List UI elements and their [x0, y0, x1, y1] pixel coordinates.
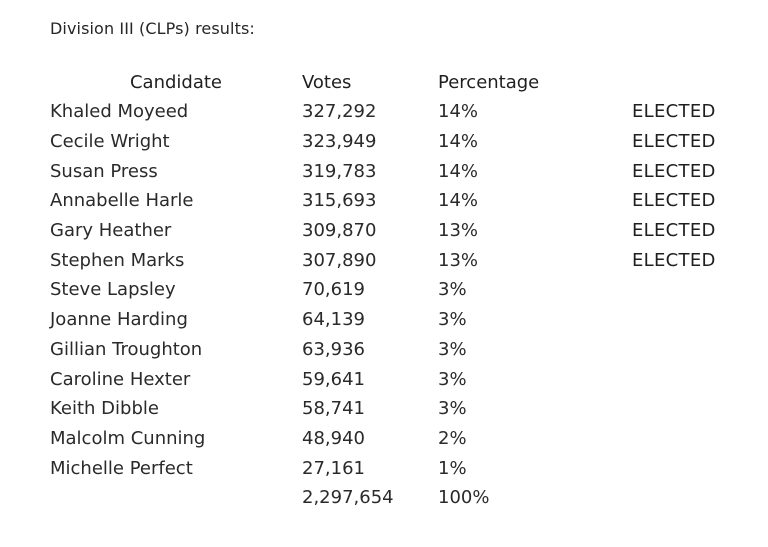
- total-percentage: 100%: [438, 487, 490, 509]
- candidate-status: [632, 305, 732, 335]
- candidate-percentage: 3%: [438, 279, 467, 301]
- candidate-status: ELECTED: [632, 131, 716, 153]
- candidate-votes: 58,741: [302, 398, 365, 420]
- candidate-votes: 48,940: [302, 427, 365, 449]
- total-votes: 2,297,654: [302, 487, 394, 509]
- candidate-name: Cecile Wright: [50, 131, 170, 153]
- results-table: [50, 68, 732, 513]
- table-row: [50, 216, 732, 246]
- candidate-votes: 319,783: [302, 160, 377, 182]
- candidate-name: Michelle Perfect: [50, 457, 193, 479]
- candidate-name: Malcolm Cunning: [50, 427, 206, 449]
- candidate-status: [632, 424, 732, 454]
- candidate-percentage: 2%: [438, 427, 467, 449]
- candidate-status: ELECTED: [632, 190, 716, 212]
- candidate-status: ELECTED: [632, 249, 716, 271]
- candidate-percentage: 14%: [438, 160, 479, 182]
- candidate-status: [632, 335, 732, 365]
- candidate-status: ELECTED: [632, 220, 716, 242]
- candidate-status: [632, 453, 732, 483]
- candidate-percentage: 13%: [438, 249, 479, 271]
- total-status: [632, 483, 732, 513]
- candidate-votes: 307,890: [302, 249, 377, 271]
- candidate-name: Gillian Troughton: [50, 338, 203, 360]
- column-header-status: [632, 68, 732, 97]
- candidate-status: ELECTED: [632, 101, 716, 123]
- candidate-name: Susan Press: [50, 160, 158, 182]
- candidate-votes: 64,139: [302, 309, 365, 331]
- candidate-name: Annabelle Harle: [50, 190, 194, 212]
- candidate-status: ELECTED: [632, 160, 716, 182]
- total-label: [50, 483, 302, 513]
- candidate-percentage: 3%: [438, 309, 467, 331]
- table-row: [50, 394, 732, 424]
- table-row: [50, 424, 732, 454]
- candidate-status: [632, 394, 732, 424]
- table-row: [50, 453, 732, 483]
- candidate-name: Stephen Marks: [50, 249, 185, 271]
- candidate-percentage: 14%: [438, 101, 479, 123]
- column-header-candidate: Candidate: [129, 72, 223, 93]
- candidate-name: Caroline Hexter: [50, 368, 191, 390]
- candidate-votes: 27,161: [302, 457, 365, 479]
- candidate-name: Steve Lapsley: [50, 279, 176, 301]
- candidate-name: Keith Dibble: [50, 398, 159, 420]
- table-row: [50, 305, 732, 335]
- candidate-percentage: 3%: [438, 398, 467, 420]
- table-row: [50, 275, 732, 305]
- candidate-percentage: 14%: [438, 190, 479, 212]
- candidate-status: [632, 364, 732, 394]
- column-header-percentage: Percentage: [438, 72, 540, 93]
- candidate-percentage: 3%: [438, 368, 467, 390]
- table-row: [50, 156, 732, 186]
- total-row: [50, 483, 732, 513]
- candidate-name: Khaled Moyeed: [50, 101, 189, 123]
- page-heading: Division III (CLPs) results:: [50, 19, 255, 38]
- candidate-name: Gary Heather: [50, 220, 172, 242]
- candidate-votes: 323,949: [302, 131, 377, 153]
- table-body: [50, 97, 732, 513]
- candidate-votes: 327,292: [302, 101, 377, 123]
- table-header: [50, 68, 732, 97]
- table-row: [50, 245, 732, 275]
- candidate-votes: 70,619: [302, 279, 365, 301]
- column-header-votes: Votes: [302, 72, 352, 93]
- table-row: [50, 186, 732, 216]
- candidate-votes: 309,870: [302, 220, 377, 242]
- table-row: [50, 127, 732, 157]
- candidate-percentage: 13%: [438, 220, 479, 242]
- table-row: [50, 335, 732, 365]
- candidate-percentage: 3%: [438, 338, 467, 360]
- header-row: [50, 68, 732, 97]
- candidate-votes: 63,936: [302, 338, 365, 360]
- candidate-votes: 59,641: [302, 368, 365, 390]
- candidate-name: Joanne Harding: [50, 309, 188, 331]
- candidate-percentage: 14%: [438, 131, 479, 153]
- table-row: [50, 97, 732, 127]
- candidate-percentage: 1%: [438, 457, 467, 479]
- candidate-status: [632, 275, 732, 305]
- table-row: [50, 364, 732, 394]
- candidate-votes: 315,693: [302, 190, 377, 212]
